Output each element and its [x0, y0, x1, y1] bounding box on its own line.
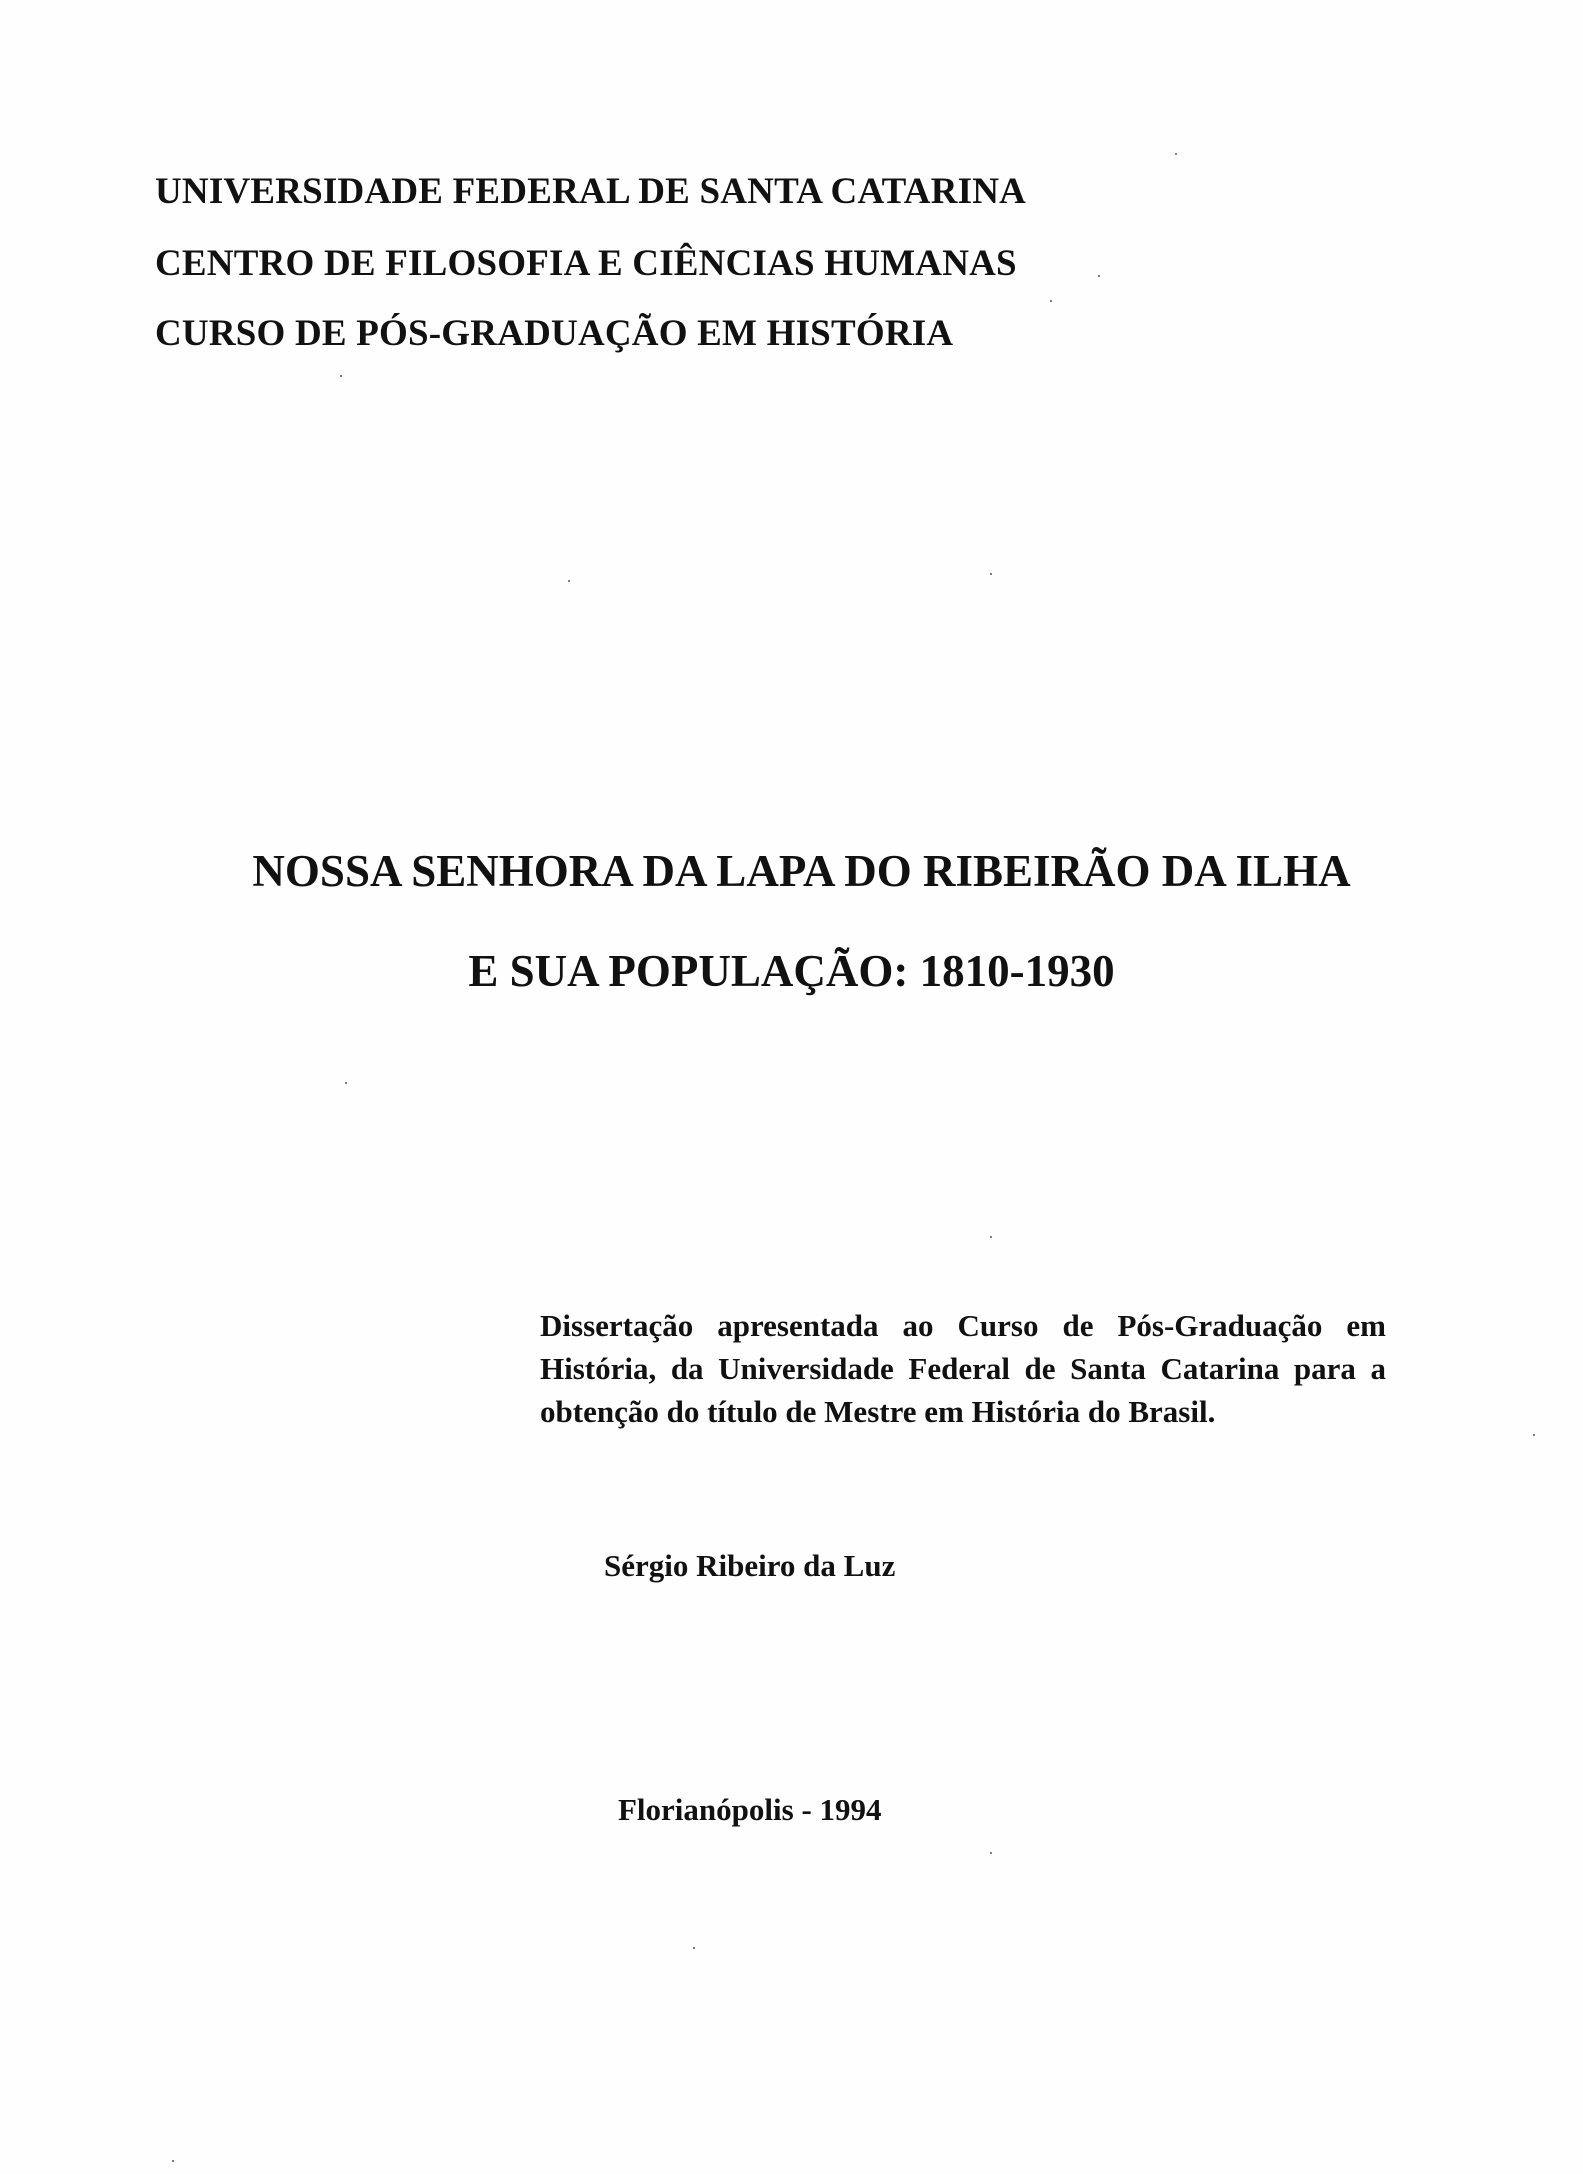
- scan-speck: [1050, 300, 1052, 302]
- dissertation-statement: Dissertação apresentada ao Curso de Pós-Graduação em História, da Universidade Federal de Santa Catarina para a obtenção do título de Mestre em História do Brasil.: [540, 1308, 1386, 1429]
- place-and-year: Florianópolis - 1994: [618, 1792, 882, 1827]
- course-name: CURSO DE PÓS-GRADUAÇÃO EM HISTÓRIA: [155, 313, 954, 354]
- scan-speck: [1533, 1434, 1535, 1436]
- scan-speck: [340, 375, 342, 377]
- dissertation-title-line-2: E SUA POPULAÇÃO: 1810-1930: [468, 946, 1115, 996]
- scan-speck: [990, 1852, 992, 1854]
- dissertation-title-line-1: NOSSA SENHORA DA LAPA DO RIBEIRÃO DA ILHA: [252, 846, 1351, 896]
- university-name: UNIVERSIDADE FEDERAL DE SANTA CATARINA: [155, 171, 1027, 212]
- scan-speck: [990, 1236, 992, 1238]
- scan-speck: [568, 580, 570, 582]
- scan-speck: [345, 1082, 347, 1084]
- scan-speck: [693, 1947, 695, 1949]
- scan-speck: [172, 2160, 174, 2162]
- scan-speck: [990, 573, 992, 575]
- scan-speck: [1098, 275, 1100, 277]
- center-name: CENTRO DE FILOSOFIA E CIÊNCIAS HUMANAS: [155, 243, 1017, 284]
- author-name: Sérgio Ribeiro da Luz: [604, 1548, 896, 1583]
- scan-speck: [1175, 153, 1177, 155]
